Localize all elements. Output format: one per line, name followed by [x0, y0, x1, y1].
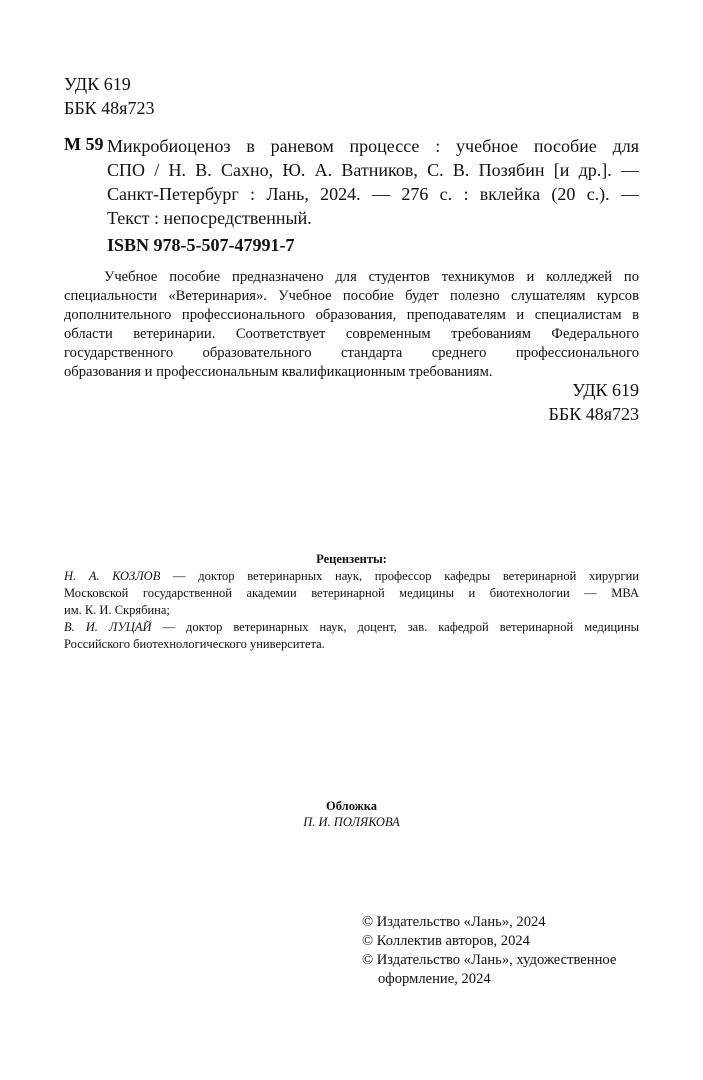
bibliographic-description — [107, 134, 639, 230]
reviewer-1-name: Н. А. КОЗЛОВ — [64, 569, 161, 583]
udk-block-top — [64, 72, 154, 120]
annotation-line: Учебное пособие предназначено для студентов техникумов и колледжей по — [104, 269, 639, 285]
copyright-block — [362, 913, 642, 989]
annotation-line: государственного образовательного стандарта среднего профессионального — [64, 345, 639, 361]
reviewers-title: Рецензенты: — [316, 552, 387, 566]
copyright-line: © Издательство «Лань», 2024 — [362, 914, 546, 930]
reviewer-1-line: Московской государственной академии ветеринарной медицины и биотехнологии — МВА — [64, 586, 639, 600]
copyright-line: © Издательство «Лань», художественное — [362, 952, 617, 968]
reviewer-2-line: Российского биотехнологического университета. — [64, 637, 325, 651]
annotation-line: образования и профессиональным квалификационным требованиям. — [64, 364, 493, 380]
reviewer-1-line — [64, 568, 639, 585]
copyright-line: оформление, 2024 — [378, 971, 491, 987]
reviewer-2-desc: — доктор ветеринарных наук, доцент, зав. кафедрой ветеринарной медицины — [151, 620, 639, 634]
udk-block-bottom — [549, 378, 639, 426]
reviewer-2-name: В. И. ЛУЦАЙ — [64, 620, 152, 634]
biblio-line: Микробиоценоз в раневом процессе : учебное пособие для — [107, 136, 639, 156]
biblio-line: СПО / Н. В. Сахно, Ю. А. Ватников, С. В. Позябин [и др.]. — — [107, 160, 639, 180]
reviewer-1-desc: — доктор ветеринарных наук, профессор кафедры ветеринарной хирургии — [160, 569, 639, 583]
isbn: ISBN 978-5-507-47991-7 — [107, 235, 295, 255]
annotation — [64, 268, 639, 382]
udk-code: УДК 619 — [64, 74, 131, 94]
biblio-line: Санкт-Петербург : Лань, 2024. — 276 с. : вклейка (20 с.). — — [107, 184, 639, 204]
annotation-line: дополнительного профессионального образования, преподавателям и специалистам в — [64, 307, 639, 323]
udk-code: УДК 619 — [572, 380, 639, 400]
copyright-line: © Коллектив авторов, 2024 — [362, 933, 530, 949]
reviewer-2-line — [64, 619, 639, 636]
cover-designer: П. И. ПОЛЯКОВА — [303, 815, 400, 829]
author-mark: М 59 — [64, 134, 104, 154]
annotation-line: области ветеринарии. Соответствует современным требованиям Федерального — [64, 326, 639, 342]
annotation-line: специальности «Ветеринария». Учебное пособие будет полезно слушателям курсов — [64, 288, 639, 304]
reviewer-1-line: им. К. И. Скрябина; — [64, 603, 170, 617]
biblio-line: Текст : непосредственный. — [107, 208, 312, 228]
cover-title: Обложка — [326, 799, 377, 813]
bbk-code: ББК 48я723 — [64, 98, 155, 118]
reviewers-list — [64, 568, 639, 653]
bbk-code: ББК 48я723 — [548, 404, 639, 424]
